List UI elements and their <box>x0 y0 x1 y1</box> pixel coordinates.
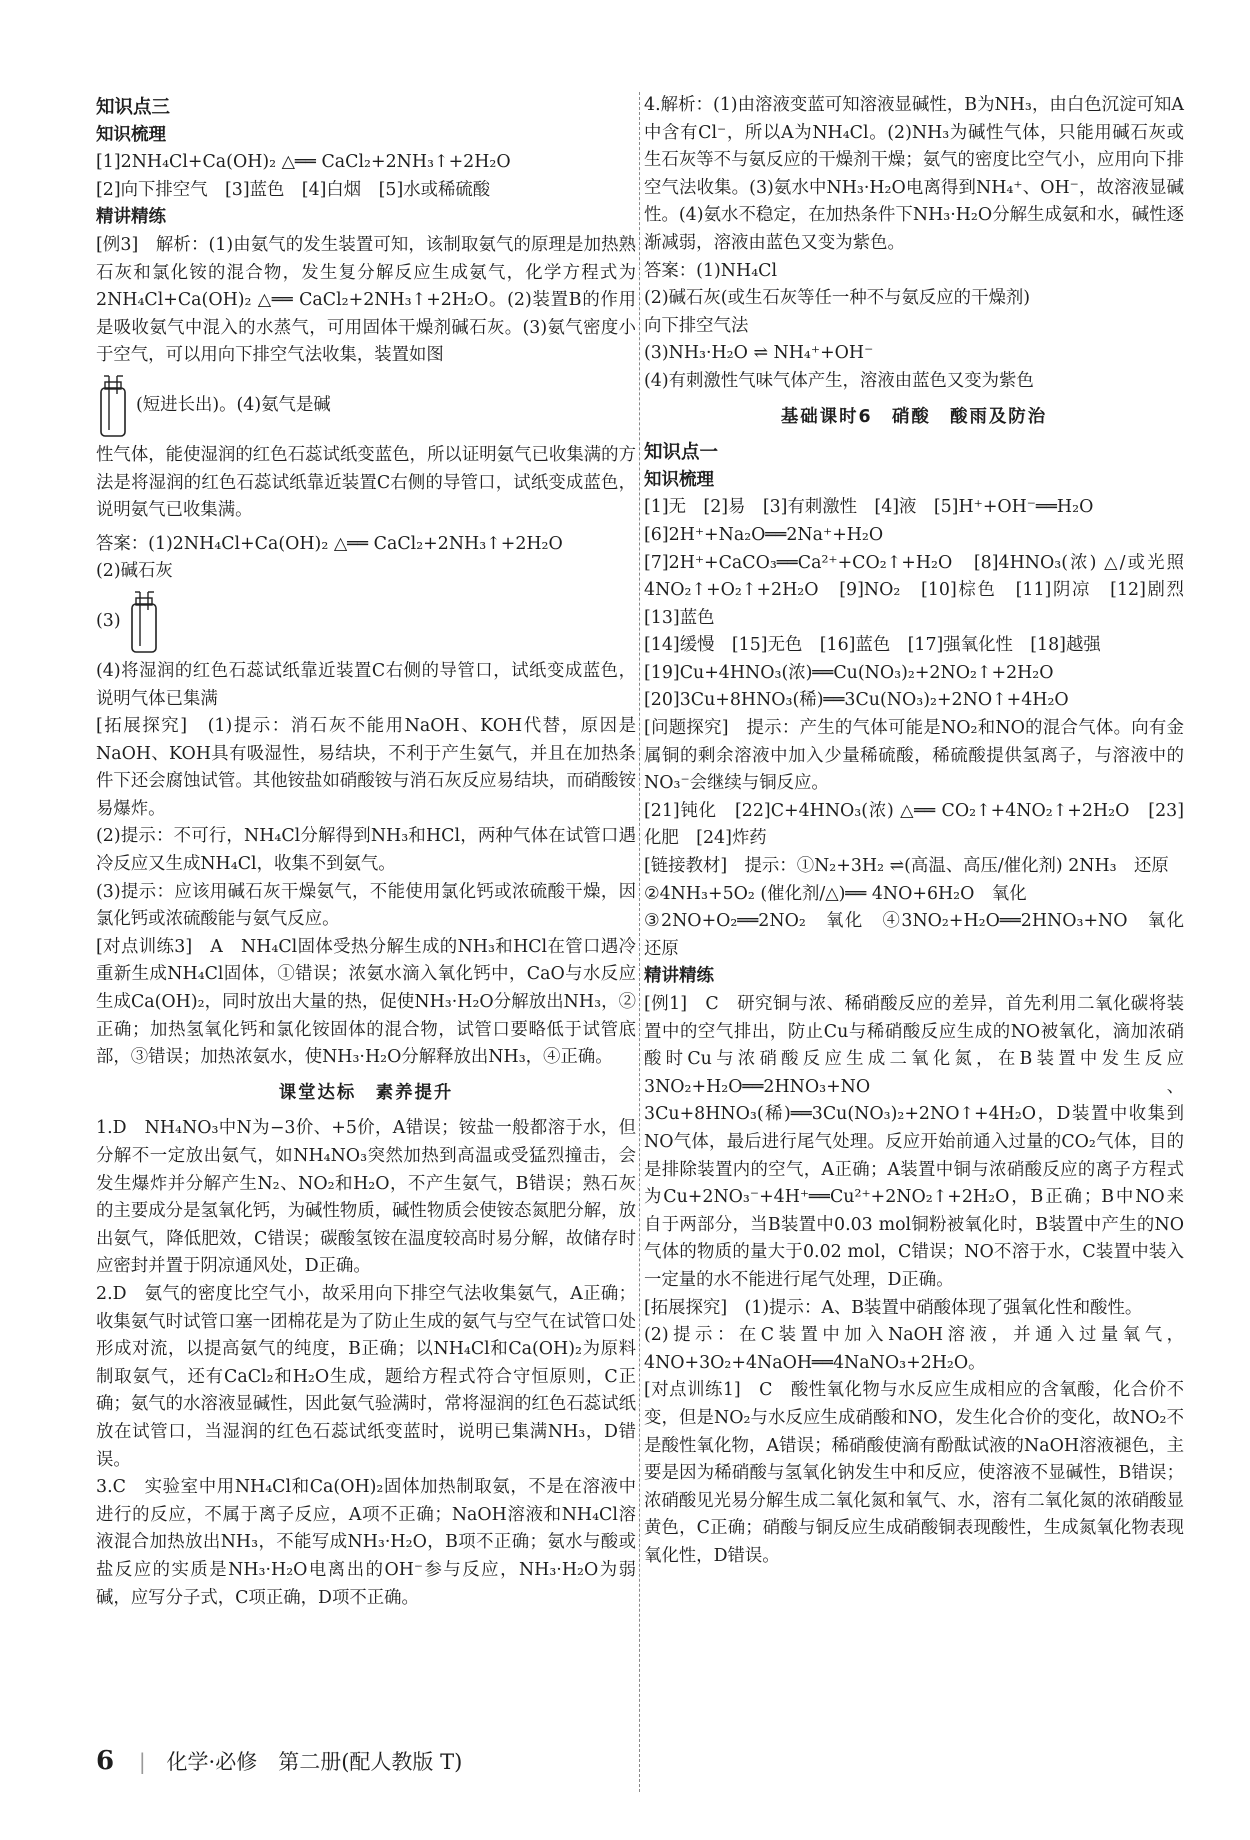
answer-line: 答案：(1)NH₄Cl <box>644 260 778 281</box>
heading-knowledge-review: 知识梳理 <box>96 124 166 145</box>
heading-jingjiang: 精讲精练 <box>644 966 714 987</box>
answer-line: (4)有刺激性气味气体产生，溶液由蓝色又变为紫色 <box>644 370 1034 391</box>
extension-inquiry: (3)提示：应该用碱石灰干燥氨气，不能使用氯化钙或浓硫酸干燥，因氯化钙或浓硫酸能与氨气反应。 <box>96 881 636 930</box>
targeted-training-3: [对点训练3] A NH₄Cl固体受热分解生成的NH₃和HCl在管口遇冷重新生成NH₄Cl固体，①错误；浓氨水滴入氧化钙中，CaO与水反应生成Ca(OH)₂，同时放出大量的热，促使NH₃·H₂O分解放出NH₃，②正确；加热氢氧化钙和氯化铵固体的混合物，试管口要略低于试管底部，③错误；加热浓氨水，使NH₃·H₂O分解释放出NH₃，④正确。 <box>96 936 636 1068</box>
answer-item: 3.C 实验室中用NH₄Cl和Ca(OH)₂固体加热制取氨，不是在溶液中进行的反应，不属于离子反应，A项不正确；NaOH溶液和NH₄Cl溶液混合加热放出NH₃，不能写成NH₃·H₂O，B项不正确；氨水与酸或盐反应的实质是NH₃·H₂O电离出的OH⁻参与反应，NH₃·H₂O为弱碱，应写分子式，C项正确，D项不正确。 <box>96 1477 636 1608</box>
heading-knowledge-review: 知识梳理 <box>644 469 714 490</box>
answer-line: (2)碱石灰(或生石灰等任一种不与氨反应的干燥剂) <box>644 288 1031 309</box>
extension-inquiry: (2)提示：在C装置中加入NaOH溶液，并通入过量氧气，4NO+3O₂+4NaOH══4NaNO₃+2H₂O。 <box>644 1325 1184 1373</box>
gas-bottle-icon <box>96 374 130 438</box>
example-3-analysis: [例3] 解析：(1)由氨气的发生装置可知，该制取氨气的原理是加热熟石灰和氯化铵的混合物，发生复分解反应生成氨气，化学方程式为2NH₄Cl+Ca(OH)₂ △══ CaCl₂+2NH₃↑+2H₂O。(2)装置B的作用是吸收氨气中混入的水蒸气，可用固体干燥剂碱石灰。(3)氨气密度小于空气，可以用向下排空气法收集，装置如图 <box>96 234 636 366</box>
kp-line: [14]缓慢 [15]无色 [16]蓝色 [17]强氧化性 [18]越强 <box>644 635 1101 656</box>
extension-inquiry: (2)提示：不可行，NH₄Cl分解得到NH₃和HCl，两种气体在试管口遇冷反应又生成NH₄Cl，收集不到氨气。 <box>96 826 636 875</box>
answer-bottle-row <box>96 590 636 654</box>
textbook-link: ②4NH₃+5O₂ (催化剂/△)══ 4NO+6H₂O 氧化 <box>644 883 1027 904</box>
kp-line: [1]无 [2]易 [3]有刺激性 [4]液 [5]H⁺+OH⁻══H₂O <box>644 497 1094 518</box>
heading-jingjiang: 精讲精练 <box>96 207 166 228</box>
extension-inquiry: [拓展探究] (1)提示：A、B装置中硝酸体现了强氧化性和酸性。 <box>644 1297 1143 1318</box>
textbook-link: [链接教材] 提示：①N₂+3H₂ ⇌(高温、高压/催化剂) 2NH₃ 还原 <box>644 856 1169 877</box>
page-number: 6 <box>96 1746 115 1776</box>
kp-line: [20]3Cu+8HNO₃(稀)══3Cu(NO₃)₂+2NO↑+4H₂O <box>644 690 1069 711</box>
answer-line: (2)碱石灰 <box>96 561 173 582</box>
answer-item: 4.解析：(1)由溶液变蓝可知溶液显碱性，B为NH₃，由白色沉淀可知A中含有Cl⁻，所以A为NH₄Cl。(2)NH₃为碱性气体，只能用碱石灰或生石灰等不与氨反应的干燥剂干燥；氨气的密度比空气小，应用向下排空气法收集。(3)氨水中NH₃·H₂O电离得到NH₄⁺、OH⁻，故溶液显碱性。(4)氨水不稳定，在加热条件下NH₃·H₂O分解生成氨和水，碱性逐渐减弱，溶液由蓝色又变为紫色。 <box>644 95 1184 253</box>
section-title: 课堂达标 素养提升 <box>278 1082 454 1103</box>
kp-line: [1]2NH₄Cl+Ca(OH)₂ △══ CaCl₂+2NH₃↑+2H₂O <box>96 152 511 173</box>
kp-line: [2]向下排空气 [3]蓝色 [4]白烟 [5]水或稀硫酸 <box>96 179 491 200</box>
column-divider <box>639 92 640 1792</box>
textbook-link: ③2NO+O₂══2NO₂ 氧化 ④3NO₂+H₂O══2HNO₃+NO 氧化 还原 <box>644 911 1202 959</box>
footer-separator: | <box>138 1750 146 1774</box>
example-3-analysis-cont: 性气体，能使湿润的红色石蕊试纸变蓝色，所以证明氨气已收集满的方法是将湿润的红色石蕊试纸靠近装置C右侧的导管口，试纸变成蓝色，说明氨气已收集满。 <box>96 444 636 521</box>
heading-knowledge-point-1: 知识点一 <box>644 442 719 464</box>
bottle-note: (短进长出)。(4)氨气是碱 <box>136 395 331 416</box>
targeted-training-1: [对点训练1] C 酸性氧化物与水反应生成相应的含氧酸，化合价不变，但是NO₂与水反应生成硝酸和NO，发生化合价的变化，故NO₂不是酸性氧化物，A错误；稀硝酸使滴有酚酞试液的NaOH溶液褪色，主要是因为稀硝酸与氢氧化钠发生中和反应，使溶液不显碱性，B错误；浓硝酸见光易分解生成二氧化氮和氧气、水，溶有二氧化氮的浓硝酸显黄色，C正确；硝酸与铜反应生成硝酸铜表现酸性，生成氮氧化物表现氧化性，D错误。 <box>644 1380 1184 1566</box>
example-1: [例1] C 研究铜与浓、稀硝酸反应的差异，首先利用二氧化碳将装置中的空气排出，防止Cu与稀硝酸反应生成的NO被氧化，滴加浓硝酸时Cu与浓硝酸反应生成二氧化氮，在B装置中发生反应3NO₂+H₂O══2HNO₃+NO、3Cu+8HNO₃(稀)══3Cu(NO₃)₂+2NO↑+4H₂O，D装置中收集到NO气体，最后进行尾气处理。反应开始前通入过量的CO₂气体，目的是排除装置内的空气，A正确；A装置中铜与浓硝酸反应的离子方程式为Cu+2NO₃⁻+4H⁺══Cu²⁺+2NO₂↑+2H₂O，B正确；B中NO来自于两部分，当B装置中0.03 mol铜粉被氧化时，B装置中产生的NO气体的物质的量大于0.02 mol，C错误；NO不溶于水，C装置中装入一定量的水不能进行尾气处理，D正确。 <box>644 994 1184 1290</box>
right-column <box>644 92 1202 1570</box>
gas-bottle-icon <box>127 590 161 654</box>
kp-line: [19]Cu+4HNO₃(浓)══Cu(NO₃)₂+2NO₂↑+2H₂O <box>644 662 1054 683</box>
answer-line: 向下排空气法 <box>644 315 749 336</box>
answer-item: 1.D NH₄NO₃中N为−3价、+5价，A错误；铵盐一般都溶于水，但分解不一定放出氨气，如NH₄NO₃突然加热到高温或受猛烈撞击，会发生爆炸并分解产生N₂、NO₂和H₂O，不产生氨气，B错误；熟石灰的主要成分是氢氧化钙，为碱性物质，碱性物质会使铵态氮肥分解，放出氨气，降低肥效，C错误；碳酸氢铵在温度较高时易分解，故储存时应密封并置于阴凉通风处，D正确。 <box>96 1118 636 1277</box>
answer-line: (3) <box>96 611 121 632</box>
problem-inquiry: [问题探究] 提示：产生的气体可能是NO₂和NO的混合气体。向有金属铜的剩余溶液中加入少量稀硫酸，稀硫酸提供氢离子，与溶液中的NO₃⁻会继续与铜反应。 <box>644 718 1184 794</box>
answer-line: 答案：(1)2NH₄Cl+Ca(OH)₂ △══ CaCl₂+2NH₃↑+2H₂O <box>96 533 563 554</box>
heading-knowledge-point-3: 知识点三 <box>96 97 171 118</box>
answer-line: (3)NH₃·H₂O ⇌ NH₄⁺+OH⁻ <box>644 343 874 364</box>
page-footer <box>96 1746 462 1776</box>
extension-inquiry: [拓展探究] (1)提示：消石灰不能用NaOH、KOH代替，原因是NaOH、KOH具有吸湿性，易结块，不利于产生氨气，并且在加热条件下还会腐蚀试管。其他铵盐如硝酸铵与消石灰反应易结块，而硝酸铵易爆炸。 <box>96 716 636 819</box>
left-column <box>96 92 636 1612</box>
answer-item: 2.D 氨气的密度比空气小，故采用向下排空气法收集氨气，A正确；收集氨气时试管口塞一团棉花是为了防止生成的氨气与空气在试管口处形成对流，以提高氨气的纯度，B正确；以NH₄Cl和Ca(OH)₂为原料制取氨气，还有CaCl₂和H₂O生成，题给方程式符合守恒原则，C正确；氨气的水溶液显碱性，因此氨气验满时，常将湿润的红色石蕊试纸放在试管口，当湿润的红色石蕊试纸变蓝时，说明已集满NH₃，D错误。 <box>96 1283 636 1470</box>
kp-line: [6]2H⁺+Na₂O══2Na⁺+H₂O [7]2H⁺+CaCO₃══Ca²⁺+CO₂↑+H₂O [8]4HNO₃(浓) △/或光照 4NO₂↑+O₂↑+2H₂O [9]NO₂ [10]棕色 [11]阴凉 [12]剧烈 [13]蓝色 <box>644 524 1202 628</box>
answer-line: (4)将湿润的红色石蕊试纸靠近装置C右侧的导管口，试纸变成蓝色，说明气体已集满 <box>96 660 636 709</box>
book-title: 化学·必修 第二册(配人教版 T) <box>166 1750 463 1774</box>
bottle-figure-row <box>96 374 636 438</box>
lesson-title: 基础课时6 硝酸 酸雨及防治 <box>780 406 1048 427</box>
kp-line: [21]钝化 [22]C+4HNO₃(浓) △══ CO₂↑+4NO₂↑+2H₂O [23]化肥 [24]炸药 <box>644 800 1184 849</box>
